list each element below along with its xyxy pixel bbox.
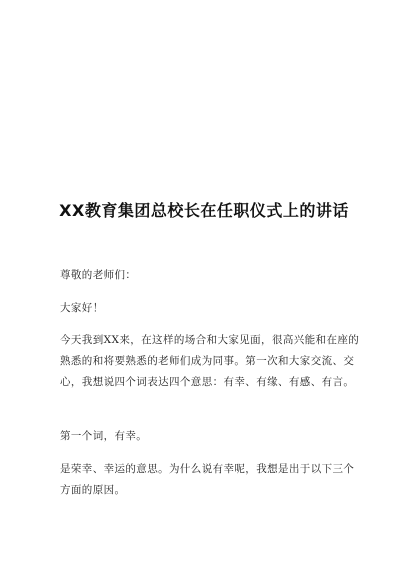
greeting: 大家好！: [60, 302, 104, 314]
section-heading-paragraph: 第一个词，有幸。: [60, 430, 148, 442]
intro-paragraph: 今天我到XX来，在这样的场合和大家见面，很高兴能和在座的熟悉的和将要熟悉的老师们成为同事。第一次和大家交流、交心，我想说四个词表达四个意思：有幸、有缘、有感、有言。: [60, 334, 360, 388]
explanation-paragraph: 是荣幸、幸运的意思。为什么说有幸呢，我想是出于以下三个方面的原因。: [60, 463, 355, 496]
salutation: 尊敬的老师们：: [60, 269, 137, 281]
document-title: XX教育集团总校长在任职仪式上的讲话: [59, 201, 349, 220]
